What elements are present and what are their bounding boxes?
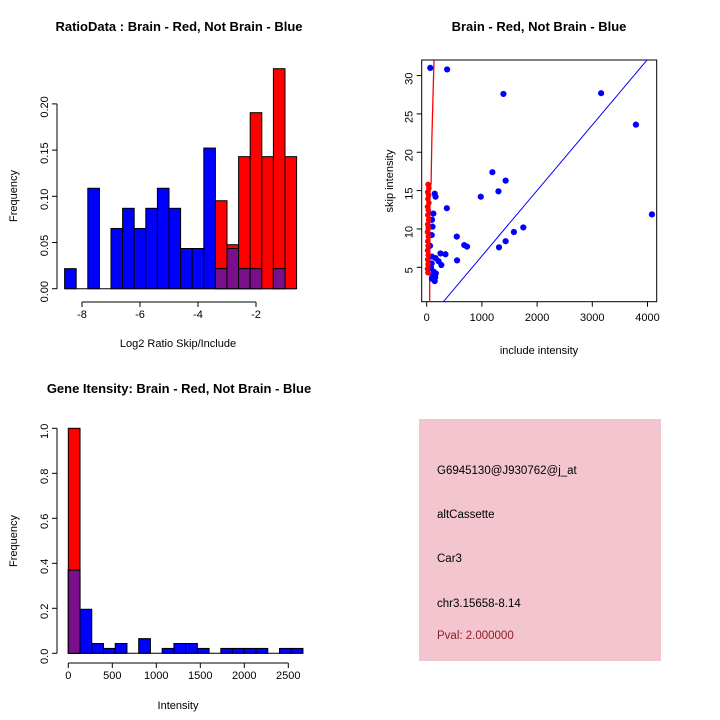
svg-text:1500: 1500 — [188, 670, 213, 682]
svg-text:0.2: 0.2 — [39, 603, 51, 619]
panel-gene-intensity-histogram — [0, 360, 360, 720]
ratio-histogram-ylabel: Frequency — [8, 170, 20, 222]
intensity_scatter-axes — [404, 60, 660, 324]
ratio_histogram-bars — [65, 69, 297, 289]
svg-text:0.4: 0.4 — [39, 558, 51, 574]
svg-text:15: 15 — [403, 187, 416, 200]
gene-intensity-histogram-plot — [0, 360, 360, 720]
intensity_scatter-lines — [430, 60, 647, 302]
ratio-histogram-xlabel: Log2 Ratio Skip/Include — [119, 338, 237, 350]
svg-text:0.0: 0.0 — [39, 648, 51, 664]
gene-intensity-histogram-title: Gene Itensity: Brain - Red, Not Brain - Blue — [46, 381, 312, 396]
svg-text:0.8: 0.8 — [39, 468, 51, 484]
svg-text:2000: 2000 — [524, 312, 550, 324]
splice-type-line: altCassette — [437, 509, 495, 521]
svg-text:500: 500 — [103, 670, 122, 682]
svg-text:0.20: 0.20 — [39, 96, 51, 118]
panel-intensity-scatter — [360, 0, 720, 360]
gene-intensity-histogram-ylabel: Frequency — [8, 515, 20, 567]
svg-text:-6: -6 — [135, 309, 145, 321]
info-box — [419, 419, 661, 661]
svg-text:0: 0 — [423, 312, 430, 324]
svg-text:1000: 1000 — [144, 670, 169, 682]
svg-text:0: 0 — [65, 670, 72, 682]
pval-line: Pval: 2.000000 — [437, 630, 514, 642]
svg-text:4000: 4000 — [635, 312, 660, 324]
probe-id-line: G6945130@J930762@j_at — [437, 465, 577, 477]
svg-text:10: 10 — [403, 225, 416, 239]
svg-text:0.6: 0.6 — [39, 513, 51, 529]
ratio-histogram-title: RatioData : Brain - Red, Not Brain - Blue — [55, 19, 303, 34]
svg-text:1.0: 1.0 — [39, 423, 51, 439]
chromosome-location-line: chr3.15658-8.14 — [437, 598, 521, 610]
svg-text:0.15: 0.15 — [39, 142, 51, 164]
svg-text:0.05: 0.05 — [39, 234, 51, 257]
svg-text:-4: -4 — [193, 309, 203, 321]
svg-text:-2: -2 — [251, 309, 261, 321]
svg-text:1000: 1000 — [469, 312, 495, 324]
svg-text:-8: -8 — [77, 309, 87, 321]
svg-text:20: 20 — [403, 149, 416, 162]
intensity-scatter-plot — [360, 0, 720, 360]
svg-text:30: 30 — [403, 72, 416, 85]
svg-text:5: 5 — [403, 267, 416, 274]
svg-text:3000: 3000 — [580, 312, 605, 324]
panel-ratio-histogram — [0, 0, 360, 360]
panel-info — [360, 360, 720, 720]
gene-name-line: Car3 — [437, 553, 462, 565]
intensity-scatter-title: Brain - Red, Not Brain - Blue — [451, 19, 627, 34]
svg-text:0.00: 0.00 — [39, 280, 51, 303]
svg-text:2000: 2000 — [232, 670, 257, 682]
intensity_scatter-points — [425, 65, 655, 284]
gene-intensity-histogram-xlabel: Intensity — [157, 700, 199, 712]
intensity-scatter-xlabel: include intensity — [499, 345, 579, 357]
svg-text:0.10: 0.10 — [39, 188, 51, 211]
svg-text:25: 25 — [403, 110, 416, 124]
svg-text:2500: 2500 — [276, 670, 301, 682]
ratio-histogram-plot — [0, 0, 360, 360]
gene_intensity_histogram-bars — [68, 428, 303, 653]
intensity-scatter-ylabel: skip intensity — [384, 149, 396, 213]
